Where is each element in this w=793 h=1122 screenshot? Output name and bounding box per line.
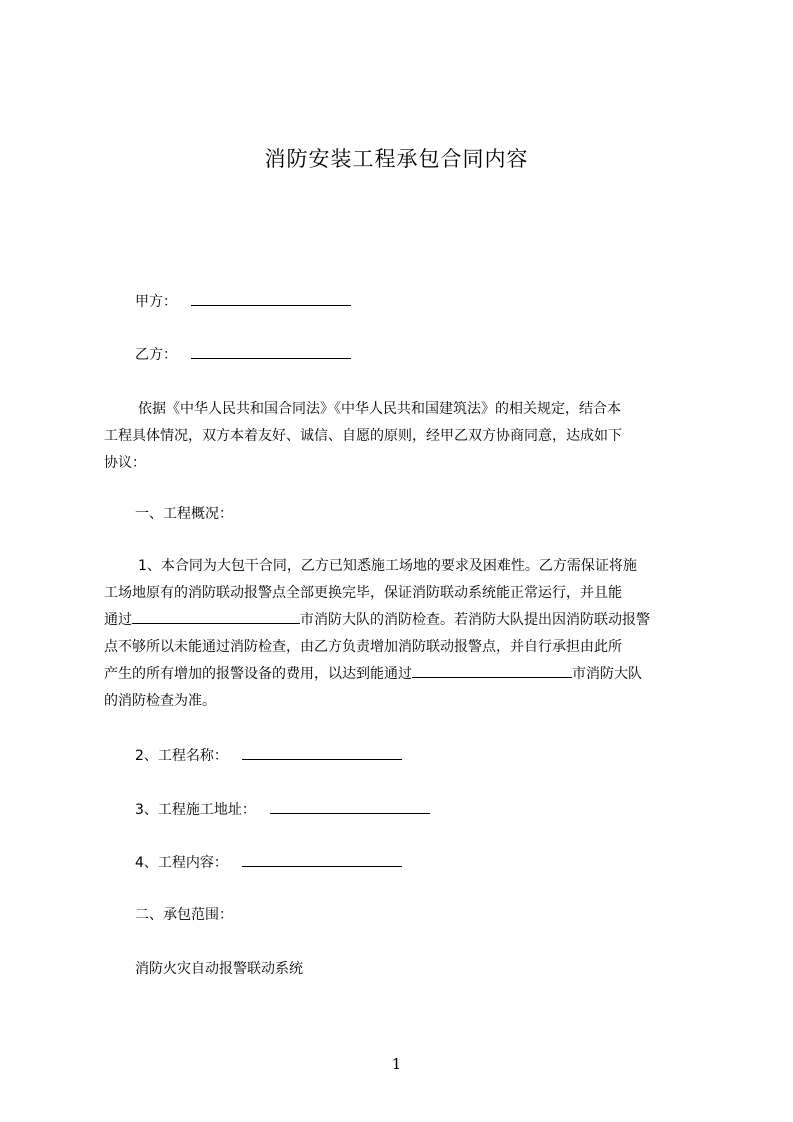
clause1-line3-suffix: 市消防大队的消防检查。若消防大队提出因消防联动报警 xyxy=(300,612,650,628)
clause1-paragraph xyxy=(104,553,704,715)
item2-label: 2、工程名称： xyxy=(135,748,228,764)
party-b-blank[interactable] xyxy=(191,344,351,359)
project-name-blank[interactable] xyxy=(242,745,402,760)
city-blank-2[interactable] xyxy=(412,663,572,678)
page-number: 1 xyxy=(391,1055,402,1073)
clause1-line: 的消防检查为准。 xyxy=(104,693,216,709)
clause1-line xyxy=(104,661,704,688)
page-title: 消防安装工程承包合同内容 xyxy=(264,147,529,171)
item4-line xyxy=(135,852,402,873)
party-b-label: 乙方： xyxy=(135,347,177,363)
clause1-line: 点不够所以未能通过消防检查，由乙方负责增加消防联动报警点，并自行承担由此所 xyxy=(104,639,622,655)
preamble-line: 协议： xyxy=(104,455,146,471)
project-address-blank[interactable] xyxy=(270,799,430,814)
preamble-paragraph xyxy=(104,396,704,477)
clause1-line: 工场地原有的消防联动报警点全部更换完毕，保证消防联动系统能正常运行，并且能 xyxy=(104,585,622,601)
party-a-label: 甲方： xyxy=(135,294,177,310)
party-b-line xyxy=(135,344,351,365)
section1-heading: 一、工程概况： xyxy=(135,506,233,522)
section2-heading: 二、承包范围： xyxy=(135,907,233,923)
clause1-line5-suffix: 市消防大队 xyxy=(572,666,642,682)
clause1-line: 1、本合同为大包干合同，乙方已知悉施工场地的要求及困难性。乙方需保证将施 xyxy=(138,558,637,574)
party-a-line xyxy=(135,291,351,312)
item2-line xyxy=(135,745,402,766)
city-blank-1[interactable] xyxy=(132,609,300,624)
preamble-line: 依据《中华人民共和国合同法》《中华人民共和国建筑法》的相关规定，结合本 xyxy=(138,401,621,417)
clause1-line xyxy=(104,607,704,634)
preamble-line: 工程具体情况，双方本着友好、诚信、自愿的原则，经甲乙双方协商同意，达成如下 xyxy=(104,428,622,444)
party-a-blank[interactable] xyxy=(191,291,351,306)
clause1-line5-prefix: 产生的所有增加的报警设备的费用，以达到能通过 xyxy=(104,666,412,682)
project-content-blank[interactable] xyxy=(242,852,402,867)
item4-label: 4、工程内容： xyxy=(135,855,228,871)
clause1-line3-prefix: 通过 xyxy=(104,612,132,628)
item3-line xyxy=(135,799,430,820)
scope-text: 消防火灾自动报警联动系统 xyxy=(135,961,303,977)
item3-label: 3、工程施工地址： xyxy=(135,802,256,818)
